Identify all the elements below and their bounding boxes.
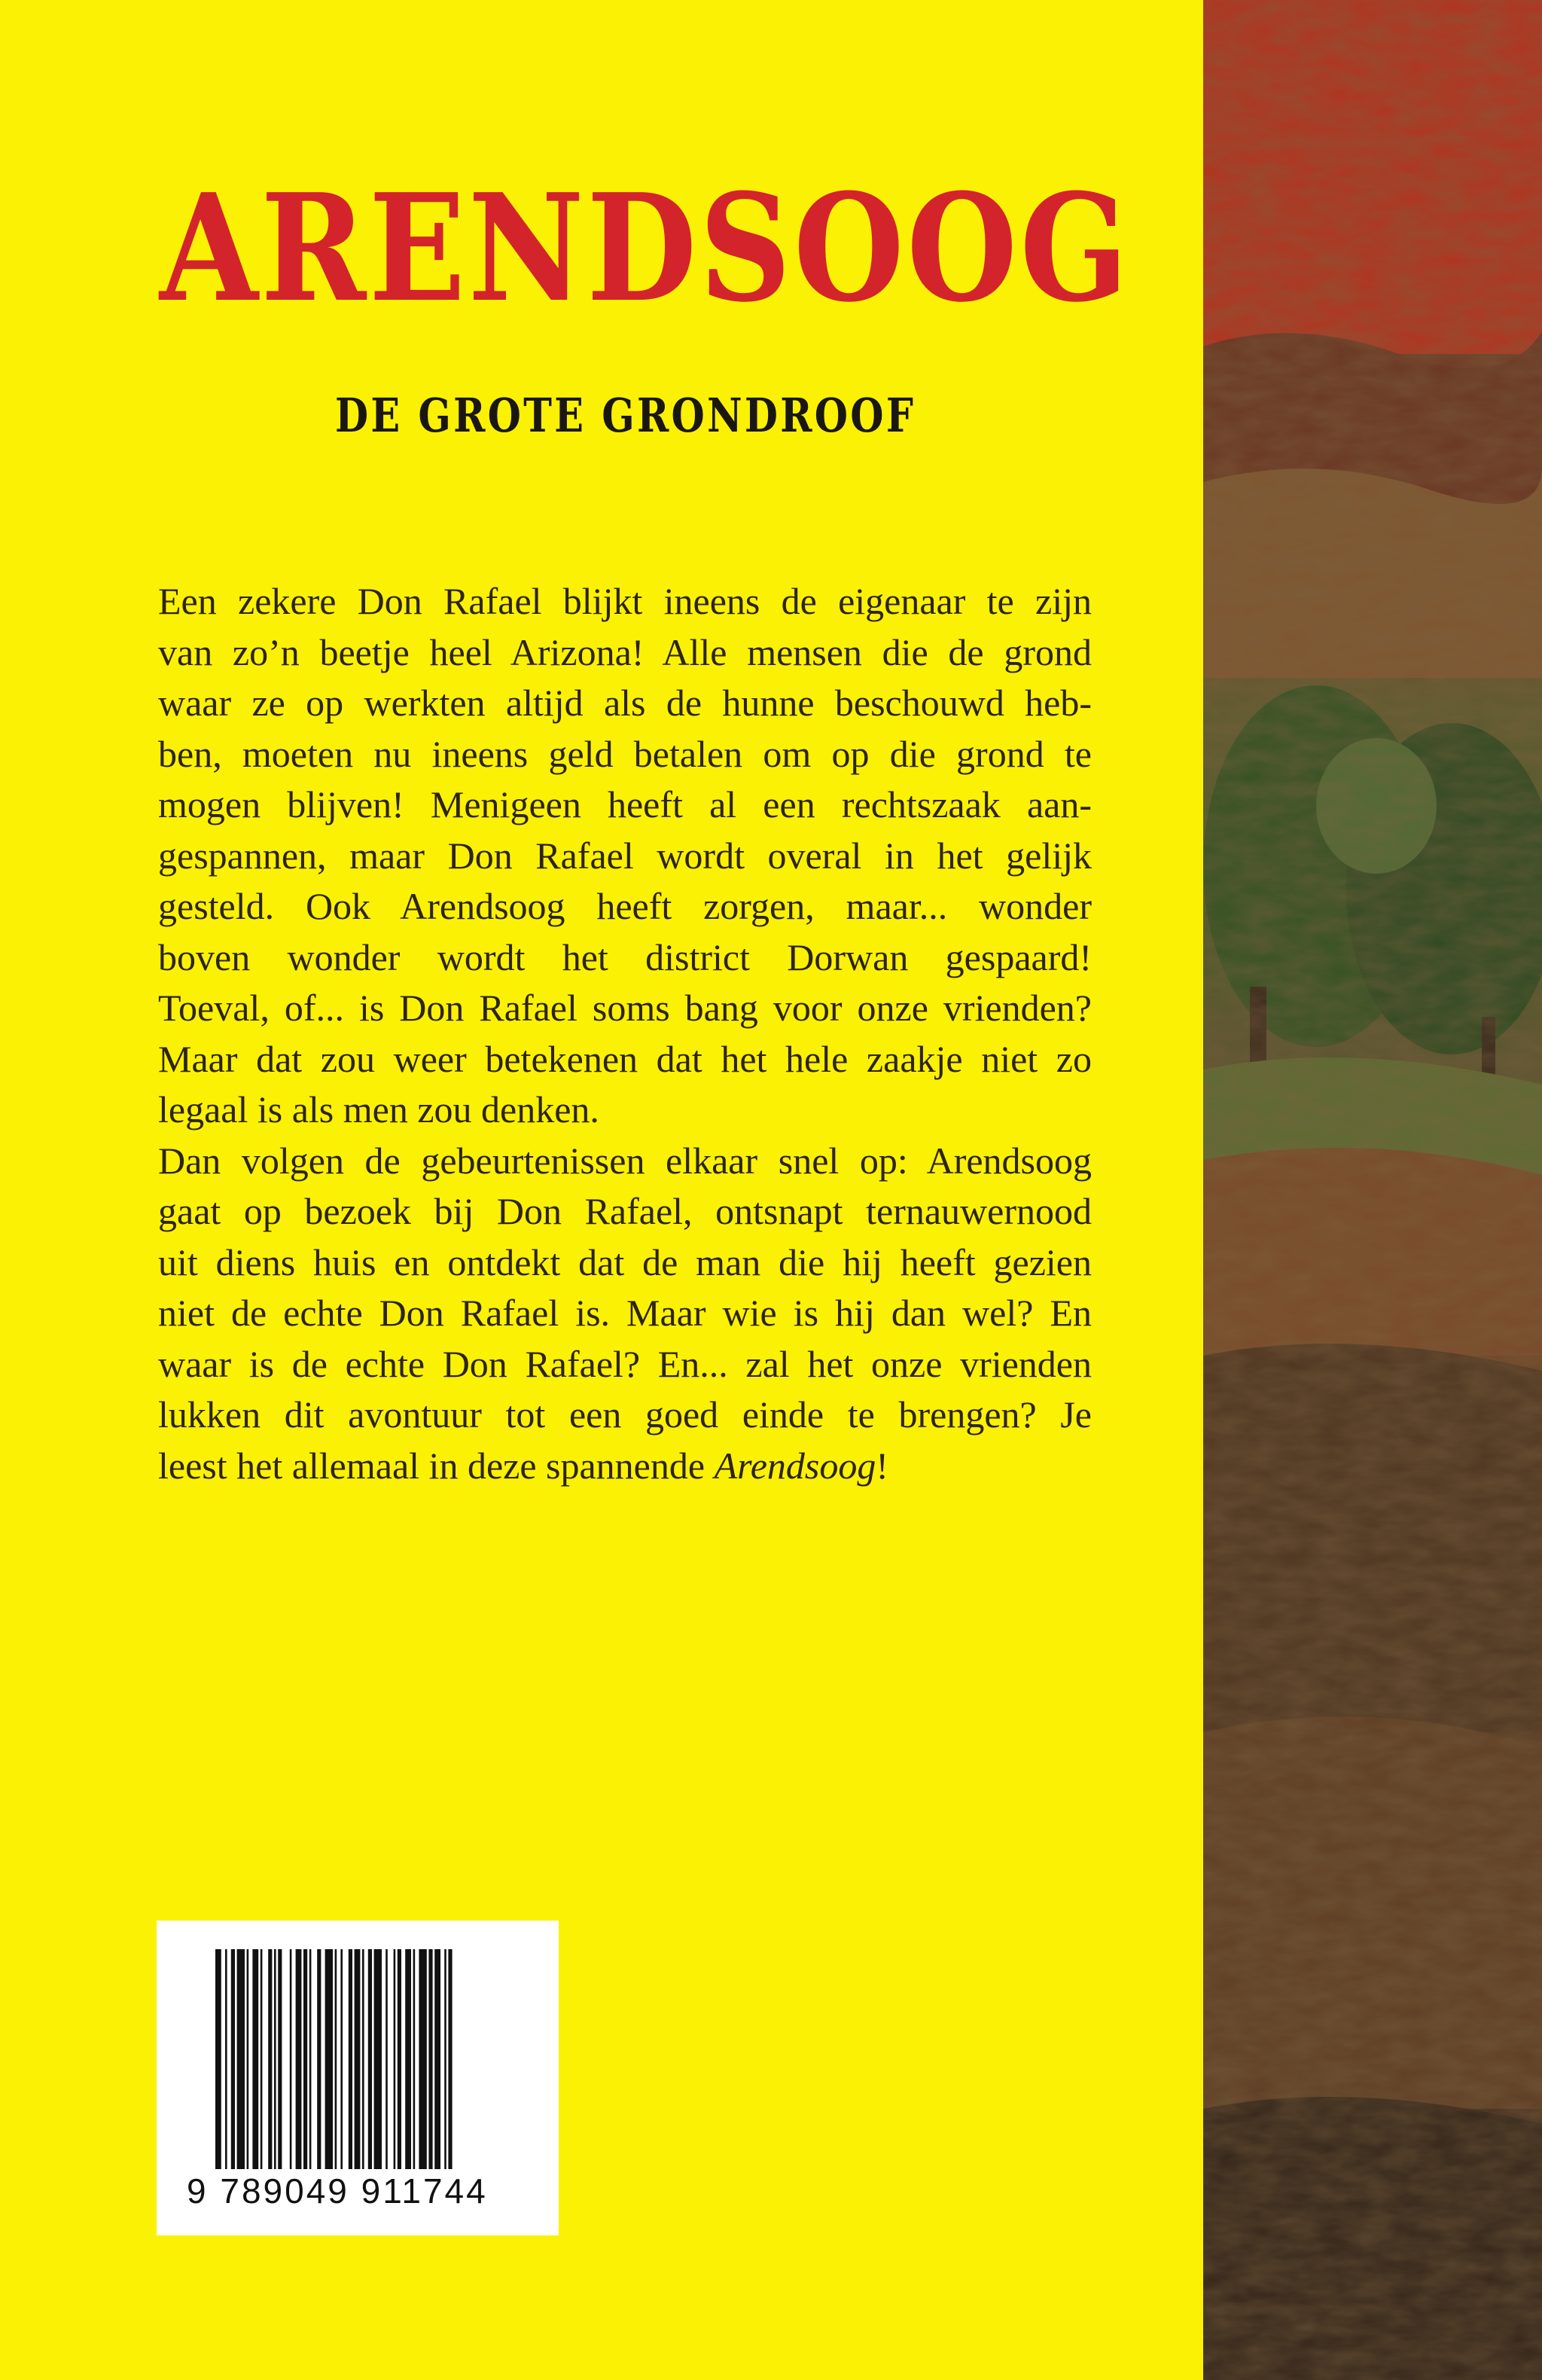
barcode-bar xyxy=(215,1949,221,2169)
barcode-bar xyxy=(296,1949,302,2169)
blurb-line: gaat op bezoek bij Don Rafael, ontsnapt ternauwernood xyxy=(158,1190,1092,1232)
barcode-bar xyxy=(252,1949,258,2169)
barcode-bar xyxy=(394,1949,396,2169)
barcode-bar xyxy=(309,1949,312,2169)
barcode-bar xyxy=(386,1949,388,2169)
barcode-bar xyxy=(231,1949,235,2169)
barcode-bar xyxy=(237,1949,245,2169)
blurb-final-suffix: ! xyxy=(876,1444,889,1487)
blurb-line: gespannen, maar Don Rafael wordt overal in het gelijk xyxy=(158,834,1092,877)
barcode-bar xyxy=(278,1949,282,2169)
barcode-bar xyxy=(274,1949,276,2169)
blurb-line: mogen blijven! Menigeen heeft al een rechtszaak aan- xyxy=(158,783,1092,825)
blurb-final-prefix: leest het allemaal in deze spannende xyxy=(158,1444,715,1487)
barcode-bar xyxy=(428,1949,432,2169)
barcode-bar xyxy=(349,1949,352,2169)
barcode-bar xyxy=(405,1949,411,2169)
barcode-bar xyxy=(325,1949,333,2169)
barcode-bar xyxy=(247,1949,249,2169)
blurb-line: van zo’n beetje heel Arizona! Alle mensen die de grond xyxy=(158,630,1092,673)
barcode-bar xyxy=(419,1949,426,2169)
barcode-bar xyxy=(268,1949,272,2169)
blurb-line: waar ze op werkten altijd als de hunne beschouwd heb- xyxy=(158,682,1092,724)
blurb-line: Toeval, of... is Don Rafael soms bang voor onze vrienden? xyxy=(158,987,1092,1029)
book-subtitle: DE GROTE GRONDROOF xyxy=(335,388,916,443)
blurb-line: lukken dit avontuur tot een goed einde te brengen? Je xyxy=(158,1393,1092,1436)
barcode-bar xyxy=(413,1949,416,2169)
barcode-number: 9 789049 911744 xyxy=(187,2171,488,2211)
blurb-line: boven wonder wordt het district Dorwan gespaard! xyxy=(158,935,1092,978)
blurb-line: Een zekere Don Rafael blijkt ineens de eigenaar te zijn xyxy=(158,580,1092,622)
cover-painting xyxy=(1203,0,1542,2380)
western-landscape-image xyxy=(1203,0,1542,2380)
barcode-bar xyxy=(448,1949,452,2169)
barcode-bar xyxy=(434,1949,440,2169)
barcode-bar xyxy=(444,1949,446,2169)
barcode-bar xyxy=(340,1949,343,2169)
blurb-series-name: Arendsoog xyxy=(714,1444,876,1487)
barcode-bar xyxy=(355,1949,361,2169)
barcode xyxy=(157,1921,559,2235)
blurb-line: gesteld. Ook Arendsoog heeft zorgen, maar... wonder xyxy=(158,885,1092,927)
blurb-final-line xyxy=(158,1441,1092,1492)
barcode-bar xyxy=(261,1949,263,2169)
blurb-line: Dan volgen de gebeurtenissen elkaar snel op: Arendsoog xyxy=(158,1139,1092,1182)
barcode-bar xyxy=(335,1949,337,2169)
barcode-bar xyxy=(362,1949,364,2169)
blurb-line: niet de echte Don Rafael is. Maar wie is hij dan wel? En xyxy=(158,1292,1092,1334)
barcode-bars xyxy=(215,1949,500,2169)
book-title: ARENDSOOG xyxy=(160,162,1131,335)
blurb-line: uit diens huis en ontdekt dat de man die hij heeft gezien xyxy=(158,1240,1092,1283)
blurb-text xyxy=(158,576,1092,1491)
barcode-bar xyxy=(398,1949,401,2169)
barcode-bar xyxy=(303,1949,307,2169)
barcode-bar xyxy=(225,1949,227,2169)
blurb-line: ben, moeten nu ineens geld betalen om op die grond te xyxy=(158,732,1092,775)
barcode-bar xyxy=(317,1949,321,2169)
barcode-bar xyxy=(374,1949,382,2169)
barcode-bar xyxy=(290,1949,292,2169)
blurb-line: waar is de echte Don Rafael? En... zal het onze vrienden xyxy=(158,1342,1092,1385)
blurb-line: legaal is als men zou denken. xyxy=(158,1088,599,1130)
blurb-line: Maar dat zou weer betekenen dat het hele zaakje niet zo xyxy=(158,1037,1092,1080)
barcode-bar xyxy=(368,1949,372,2169)
